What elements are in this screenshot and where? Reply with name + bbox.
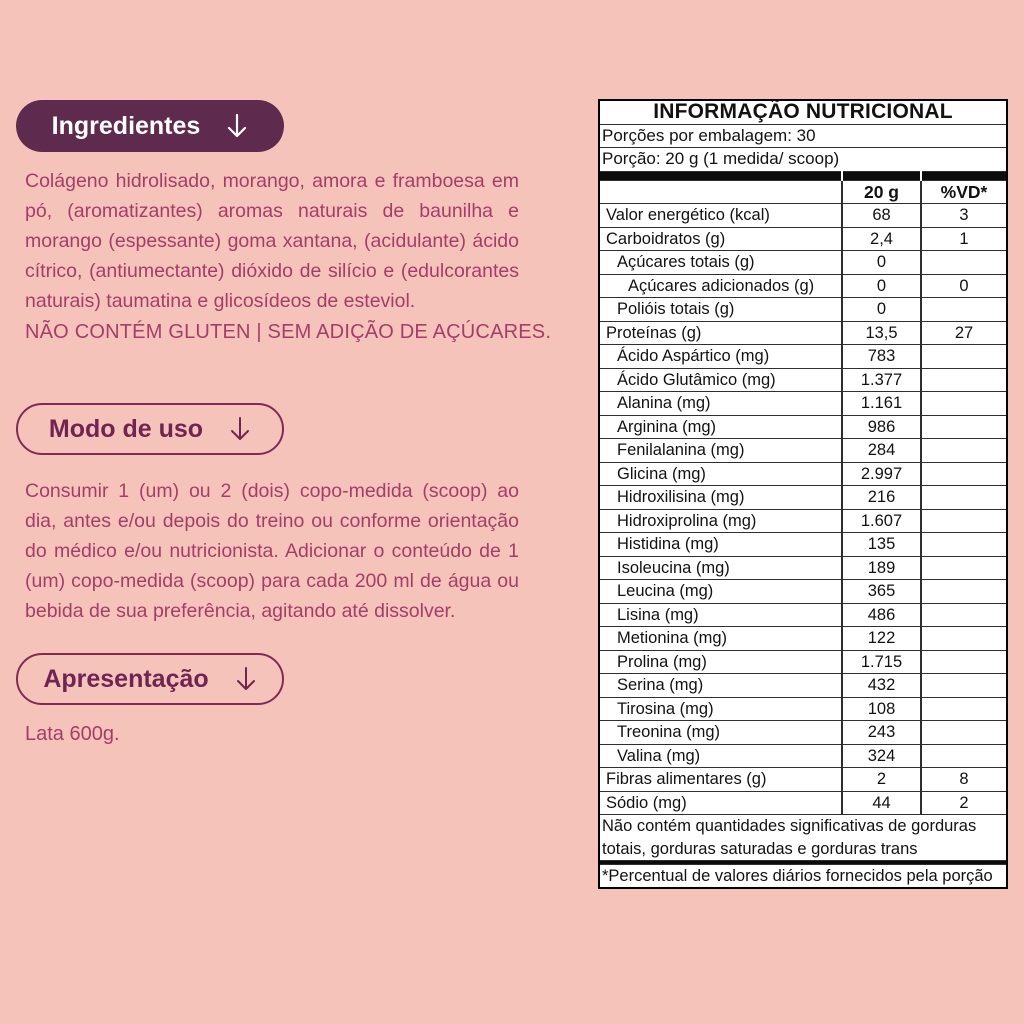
row-amount: 284	[842, 439, 921, 463]
ingredientes-text: Colágeno hidrolisado, morango, amora e framboesa em pó, (aromatizantes) aromas naturais de baunilha e morango (espessante) goma xantana, (acidulante) ácido cítrico, (antiumectante) dióxido de silício e (edulcorantes naturais) taumatina e glicosídeos de esteviol.	[25, 170, 519, 312]
row-daily-value	[921, 580, 1007, 604]
row-label: Tirosina (mg)	[599, 697, 842, 721]
arrow-down-icon	[226, 113, 248, 139]
row-label: Fenilalanina (mg)	[599, 439, 842, 463]
table-row	[599, 251, 1007, 275]
row-amount: 13,5	[842, 321, 921, 345]
claims-text: NÃO CONTÉM GLUTEN | SEM ADIÇÃO DE AÇÚCARES.	[25, 321, 552, 343]
row-daily-value: 27	[921, 321, 1007, 345]
row-daily-value	[921, 345, 1007, 369]
table-header-row	[599, 180, 1007, 204]
row-label: Fibras alimentares (g)	[599, 768, 842, 792]
table-row	[599, 368, 1007, 392]
row-label: Serina (mg)	[599, 674, 842, 698]
row-label: Histidina (mg)	[599, 533, 842, 557]
table-row	[599, 321, 1007, 345]
row-daily-value	[921, 392, 1007, 416]
row-amount: 135	[842, 533, 921, 557]
table-row	[599, 721, 1007, 745]
row-label: Hidroxiprolina (mg)	[599, 509, 842, 533]
row-label: Ácido Glutâmico (mg)	[599, 368, 842, 392]
row-label: Carboidratos (g)	[599, 227, 842, 251]
modo-de-uso-button[interactable]	[16, 403, 284, 455]
table-row	[599, 392, 1007, 416]
table-row	[599, 697, 1007, 721]
table-row	[599, 768, 1007, 792]
table-footnote: *Percentual de valores diários fornecidos pela porção	[599, 864, 1007, 888]
header-amount: 20 g	[842, 180, 921, 204]
row-label: Metionina (mg)	[599, 627, 842, 651]
nutrition-table	[598, 99, 1008, 889]
table-row	[599, 674, 1007, 698]
row-label: Valina (mg)	[599, 744, 842, 768]
row-amount: 1.161	[842, 392, 921, 416]
table-row	[599, 791, 1007, 815]
modo-de-uso-button-label: Modo de uso	[48, 414, 204, 443]
row-label: Arginina (mg)	[599, 415, 842, 439]
row-amount: 1.715	[842, 650, 921, 674]
row-amount: 365	[842, 580, 921, 604]
row-amount: 122	[842, 627, 921, 651]
nutrition-facts-panel	[598, 99, 1008, 889]
row-label: Lisina (mg)	[599, 603, 842, 627]
row-label: Sódio (mg)	[599, 791, 842, 815]
modo-de-uso-text: Consumir 1 (um) ou 2 (dois) copo-medida (scoop) ao dia, antes e/ou depois do treino ou conforme orientação do médico e/ou nutricionista. Adicionar o conteúdo de 1 (um) copo-medida (scoop) para cada 200 ml de água ou bebida de sua preferência, agitando até dissolver.	[25, 480, 519, 622]
row-amount: 2,4	[842, 227, 921, 251]
apresentacao-text: Lata 600g.	[25, 723, 120, 745]
ingredientes-button-label: Ingredientes	[51, 111, 201, 140]
row-amount: 108	[842, 697, 921, 721]
table-row	[599, 462, 1007, 486]
table-row	[599, 580, 1007, 604]
table-row	[599, 298, 1007, 322]
row-amount: 432	[842, 674, 921, 698]
apresentacao-button-label: Apresentação	[43, 664, 209, 693]
table-row	[599, 627, 1007, 651]
table-row	[599, 533, 1007, 557]
row-daily-value	[921, 697, 1007, 721]
ingredientes-button[interactable]	[16, 100, 284, 152]
table-row	[599, 650, 1007, 674]
row-label: Valor energético (kcal)	[599, 204, 842, 228]
table-row	[599, 439, 1007, 463]
table-row	[599, 603, 1007, 627]
row-daily-value	[921, 486, 1007, 510]
row-daily-value: 0	[921, 274, 1007, 298]
row-amount: 2	[842, 768, 921, 792]
row-daily-value	[921, 603, 1007, 627]
row-amount: 783	[842, 345, 921, 369]
row-amount: 324	[842, 744, 921, 768]
table-row	[599, 274, 1007, 298]
row-label: Hidroxilisina (mg)	[599, 486, 842, 510]
row-daily-value	[921, 415, 1007, 439]
row-daily-value	[921, 650, 1007, 674]
row-amount: 216	[842, 486, 921, 510]
row-label: Açúcares totais (g)	[599, 251, 842, 275]
row-amount: 189	[842, 556, 921, 580]
row-amount: 44	[842, 791, 921, 815]
thick-divider	[599, 171, 1007, 180]
row-daily-value	[921, 509, 1007, 533]
row-label: Glicina (mg)	[599, 462, 842, 486]
table-row	[599, 204, 1007, 228]
row-daily-value	[921, 627, 1007, 651]
apresentacao-button[interactable]	[16, 653, 284, 705]
row-daily-value	[921, 533, 1007, 557]
row-amount: 1.377	[842, 368, 921, 392]
row-daily-value	[921, 368, 1007, 392]
row-daily-value	[921, 744, 1007, 768]
row-label: Açúcares adicionados (g)	[599, 274, 842, 298]
servings-per-package: Porções por embalagem: 30	[599, 124, 1007, 148]
row-daily-value	[921, 721, 1007, 745]
row-label: Alanina (mg)	[599, 392, 842, 416]
nutrition-rows	[599, 204, 1007, 815]
row-label: Proteínas (g)	[599, 321, 842, 345]
row-label: Prolina (mg)	[599, 650, 842, 674]
row-daily-value: 2	[921, 791, 1007, 815]
header-empty	[599, 180, 842, 204]
table-row	[599, 345, 1007, 369]
serving-size: Porção: 20 g (1 medida/ scoop)	[599, 148, 1007, 172]
row-daily-value	[921, 556, 1007, 580]
table-title: INFORMAÇÃO NUTRICIONAL	[599, 100, 1007, 124]
row-daily-value: 3	[921, 204, 1007, 228]
row-daily-value	[921, 462, 1007, 486]
table-row	[599, 486, 1007, 510]
row-amount: 0	[842, 274, 921, 298]
arrow-down-icon	[235, 666, 257, 692]
row-amount: 243	[842, 721, 921, 745]
table-row	[599, 744, 1007, 768]
header-dv: %VD*	[921, 180, 1007, 204]
table-row	[599, 415, 1007, 439]
row-amount: 986	[842, 415, 921, 439]
row-amount: 486	[842, 603, 921, 627]
row-amount: 68	[842, 204, 921, 228]
row-label: Leucina (mg)	[599, 580, 842, 604]
row-label: Ácido Aspártico (mg)	[599, 345, 842, 369]
row-daily-value	[921, 251, 1007, 275]
arrow-down-icon	[229, 416, 251, 442]
table-row	[599, 556, 1007, 580]
row-amount: 0	[842, 298, 921, 322]
row-label: Polióis totais (g)	[599, 298, 842, 322]
row-daily-value: 8	[921, 768, 1007, 792]
row-daily-value	[921, 674, 1007, 698]
table-note: Não contém quantidades significativas de gorduras totais, gorduras saturadas e gorduras trans	[599, 815, 1007, 861]
row-label: Isoleucina (mg)	[599, 556, 842, 580]
row-daily-value	[921, 439, 1007, 463]
table-row	[599, 227, 1007, 251]
table-row	[599, 509, 1007, 533]
row-amount: 0	[842, 251, 921, 275]
row-daily-value: 1	[921, 227, 1007, 251]
row-daily-value	[921, 298, 1007, 322]
row-amount: 1.607	[842, 509, 921, 533]
row-label: Treonina (mg)	[599, 721, 842, 745]
row-amount: 2.997	[842, 462, 921, 486]
